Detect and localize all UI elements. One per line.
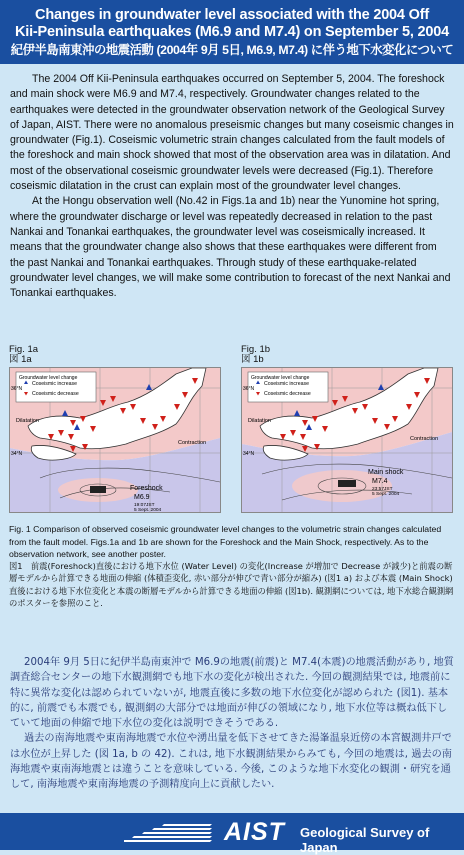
svg-text:Contraction: Contraction bbox=[410, 436, 439, 442]
figure-1a-map bbox=[9, 367, 221, 513]
legend-increase: Coseismic increase bbox=[32, 381, 77, 387]
svg-text:M7.4: M7.4 bbox=[372, 478, 388, 485]
figure-1a-label-en: Fig. 1a bbox=[9, 344, 39, 355]
svg-text:Coseismic decrease: Coseismic decrease bbox=[264, 391, 311, 397]
legend-title: Groundwater level change bbox=[19, 375, 78, 381]
svg-text:23:57JST: 23:57JST bbox=[372, 487, 393, 492]
japanese-paragraph-1: 2004年 9月 5日に紀伊半島南東沖で M6.9の地震(前震)と M7.4(本震)の地震活動があり, 地質調査総合センターの地下水観測網でも地下水の変化が検出された. 今回の観測結果では, 地震前に特に異常な変化は認められていないが, 地震直後に多数の地下水位変化が認められた (図1). 基本的に, 前震でも本震でも, 観測網の大部分では地面が伸びの領域になり, 地下水位等は概ね低下していて地面の伸縮で地下水位の変化は説明できそうである. bbox=[10, 657, 454, 730]
figure-1b-label-en: Fig. 1b bbox=[241, 344, 271, 355]
english-paragraph-1: The 2004 Off Kii-Peninsula earthquakes occurred on September 5, 2004. The foreshock and main shock were M6.9 and M7.4, respectively. Groundwater changes related to the earthquakes were detected in the groundwater observation network of the Geological Survey of Japan, AIST. There were no anomalous preseismic changes but many coseismic changes in groundwater (Fig.1). Coseismic volumetric strain changes calculated from the fault models of the foreshock and main shock showed that most of the observation area was in dilatation. And most of the observational coseismic groundwater levels were decreased (Fig.1). Therefore coseismic dilatation in the crust can explain most of the groundwater level changes. bbox=[10, 73, 454, 193]
svg-text:19:07JST: 19:07JST bbox=[134, 503, 155, 508]
strain-map-mainshock bbox=[242, 368, 452, 512]
figure-caption-english: Fig. 1 Comparison of observed coseismic groundwater level changes to the volumetric strain changes calculated from the fault model. Figs.1a and 1b are shown for the Foreshock and the Main Shock, respectively. As to the observation network, see another poster. bbox=[9, 524, 442, 559]
figure-1a-label-ja: 図 1a bbox=[9, 354, 32, 365]
svg-text:Main shock: Main shock bbox=[368, 469, 404, 476]
strain-map-foreshock bbox=[10, 368, 220, 512]
japanese-body bbox=[10, 655, 456, 793]
svg-text:Dilatation: Dilatation bbox=[16, 418, 39, 424]
svg-text:Groundwater level change: Groundwater level change bbox=[251, 375, 310, 381]
footer-bar bbox=[0, 813, 464, 855]
svg-text:34°N: 34°N bbox=[243, 451, 255, 457]
legend-decrease: Coseismic decrease bbox=[32, 391, 79, 397]
title-japanese: 紀伊半島南東沖の地震活動 (2004年 9月 5日, M6.9, M7.4) に伴う地下水変化について bbox=[10, 43, 454, 57]
figure-1b-label-ja: 図 1b bbox=[241, 354, 264, 365]
svg-text:Coseismic increase: Coseismic increase bbox=[264, 381, 309, 387]
epicenter-marker bbox=[90, 486, 106, 493]
figure-1 bbox=[9, 345, 455, 513]
poster-header bbox=[0, 0, 464, 64]
aist-logo-stripes-icon bbox=[124, 822, 214, 842]
english-paragraph-2: At the Hongu observation well (No.42 in Figs.1a and 1b) near the Yunomine hot spring, where the groundwater discharge or level was repeatedly decreased in relation to the past Nankai and Tonankai earthquakes, the groundwater level was coseismically increased. It means that the groundwater change also shows that these earthquakes were different from the past Nankai and Tonankai earthquakes. Through study of these earthquake-related groundwater level changes, we will make some contribution to forecast of the next Nankai and Tonankai earthquakes. bbox=[10, 195, 451, 300]
figure-1b-map bbox=[241, 367, 453, 513]
svg-text:5 Sept. 2004: 5 Sept. 2004 bbox=[134, 508, 162, 512]
svg-text:5 Sept. 2004: 5 Sept. 2004 bbox=[372, 492, 400, 497]
svg-text:Contraction: Contraction bbox=[178, 440, 207, 446]
figure-caption-japanese: 図1 前震(Foreshock)直後における地下水位 (Water Level) の変化(Increase が増加で Decrease が減少)と前震の断層モデルから計算できる地面の伸縮 (体積歪変化, 赤い部分が伸びで青い部分が縮み) (図1 a) および本震 (Main Shock) 直後における地下水位変化と本震の断層モデルから計算できる地面の伸縮 (図1b). 観測網については, 地下水総合観測網のポスターを参照のこと. bbox=[9, 561, 454, 608]
svg-text:Dilatation: Dilatation bbox=[248, 418, 271, 424]
japanese-paragraph-2: 過去の南海地震や東南海地震で水位や湧出量を低下させてきた湯峯温泉近傍の本宮観測井戸では水位が上昇した (図 1a, b の 42). これは, 地下水観測結果からみても, 今回の地震は, 過去の南海地震や東南海地震とは違うことを意味している. 今後, このような地下水変化の観測・研究を通して, 南海地震や東南海地震の予測精度向上に貢献したい. bbox=[10, 733, 452, 791]
figure-1a bbox=[9, 345, 221, 513]
figure-1b bbox=[241, 345, 453, 513]
english-body bbox=[0, 64, 464, 301]
shock-magnitude: M6.9 bbox=[134, 494, 150, 501]
aist-logo: AIST bbox=[224, 818, 285, 846]
organization-name: Geological Survey of Japan bbox=[300, 825, 430, 855]
title-english-line1: Changes in groundwater level associated with the 2004 Off bbox=[35, 7, 429, 23]
title-english-line2: Kii-Peninsula earthquakes (M6.9 and M7.4) on September 5, 2004 bbox=[14, 24, 450, 40]
svg-text:36°N: 36°N bbox=[243, 386, 255, 392]
svg-text:34°N: 34°N bbox=[11, 451, 23, 457]
svg-text:36°N: 36°N bbox=[11, 386, 23, 392]
shock-name: Foreshock bbox=[130, 485, 163, 492]
